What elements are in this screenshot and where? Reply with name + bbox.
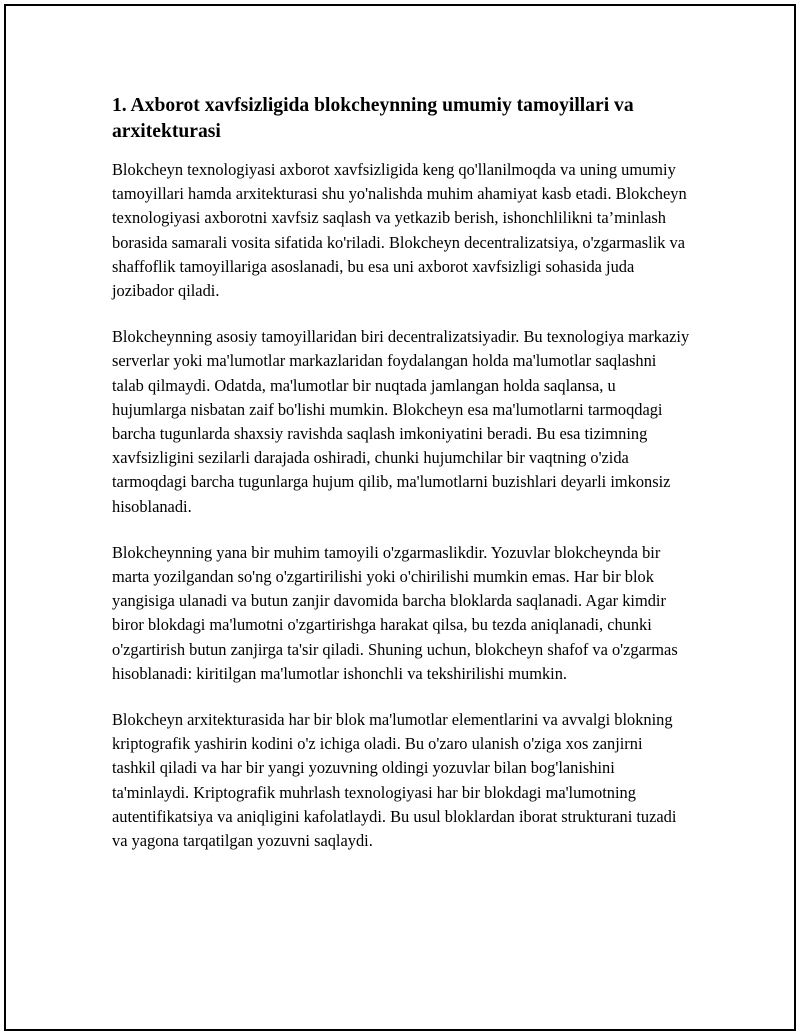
section-heading: 1. Axborot xavfsizligida blokcheynning umumiy tamoyillari va arxitekturasi	[112, 95, 634, 142]
paragraph-2: Blokcheynning asosiy tamoyillaridan biri decentralizatsiyadir. Bu texnologiya markaziy serverlar yoki ma'lumotlar markazlaridan foydalangan holda ma'lumotlar saqlashni talab qilmaydi. Odatda, ma'lumotlar bir nuqtada jamlangan holda saqlansa, u hujumlarga nisbatan zaif bo'lishi mumkin. Blokcheyn esa ma'lumotlarni tarmoqdagi barcha tugunlarda shaxsiy ravishda saqlash imkoniyatini beradi. Bu esa tizimning xavfsizligini sezilarli darajada oshiradi, chunki hujumchilar bir vaqtning o'zida tarmoqdagi barcha tugunlarga hujum qilib, ma'lumotlarni buzishlari deyarli imkonsiz hisoblanadi.	[112, 327, 690, 516]
paragraph-4: Blokcheyn arxitekturasida har bir blok ma'lumotlar elementlarini va avvalgi blokning kriptografik yashirin kodini o'z ichiga oladi. Bu o'zaro ulanish o'ziga xos zanjirni tashkil qiladi va har bir yangi yozuvning oldingi yozuvlar bilan bog'lanishini ta'minlaydi. Kriptografik muhrlash texnologiyasi har bir blokdagi ma'lumotning autentifikatsiya va aniqligini kafolatlaydi. Bu usul bloklardan iborat strukturani tuzadi va yagona tarqatilgan yozuvni saqlaydi.	[112, 710, 677, 851]
paragraph-3: Blokcheynning yana bir muhim tamoyili o'zgarmaslikdir. Yozuvlar blokcheynda bir marta yozilgandan so'ng o'zgartirilishi yoki o'chirilishi mumkin emas. Har bir blok yangisiga ulanadi va butun zanjir davomida barcha bloklarda saqlanadi. Agar kimdir biror blokdagi ma'lumotni o'zgartirishga harakat qilsa, bu tezda aniqlanadi, chunki o'zgartirish butun zanjirga ta'sir qiladi. Shuning uchun, blokcheyn shafof va o'zgarmas hisoblanadi: kiritilgan ma'lumotlar ishonchli va tekshirilishi mumkin.	[112, 542, 678, 683]
paragraph-1: Blokcheyn texnologiyasi axborot xavfsizligida keng qo'llanilmoqda va uning umumiy tamoyillari hamda arxitekturasi shu yo'nalishda muhim ahamiyat kasb etadi. Blokcheyn texnologiyasi axborotni xavfsiz saqlash va yetkazib berish, ishonchlilikni ta’minlash borasida samarali vosita sifatida ko'riladi. Blokcheyn decentralizatsiya, o'zgarmaslik va shaffoflik tamoyillariga asoslanadi, bu esa uni axborot xavfsizligi sohasida juda jozibador qiladi.	[112, 160, 687, 301]
document-body	[112, 93, 690, 875]
